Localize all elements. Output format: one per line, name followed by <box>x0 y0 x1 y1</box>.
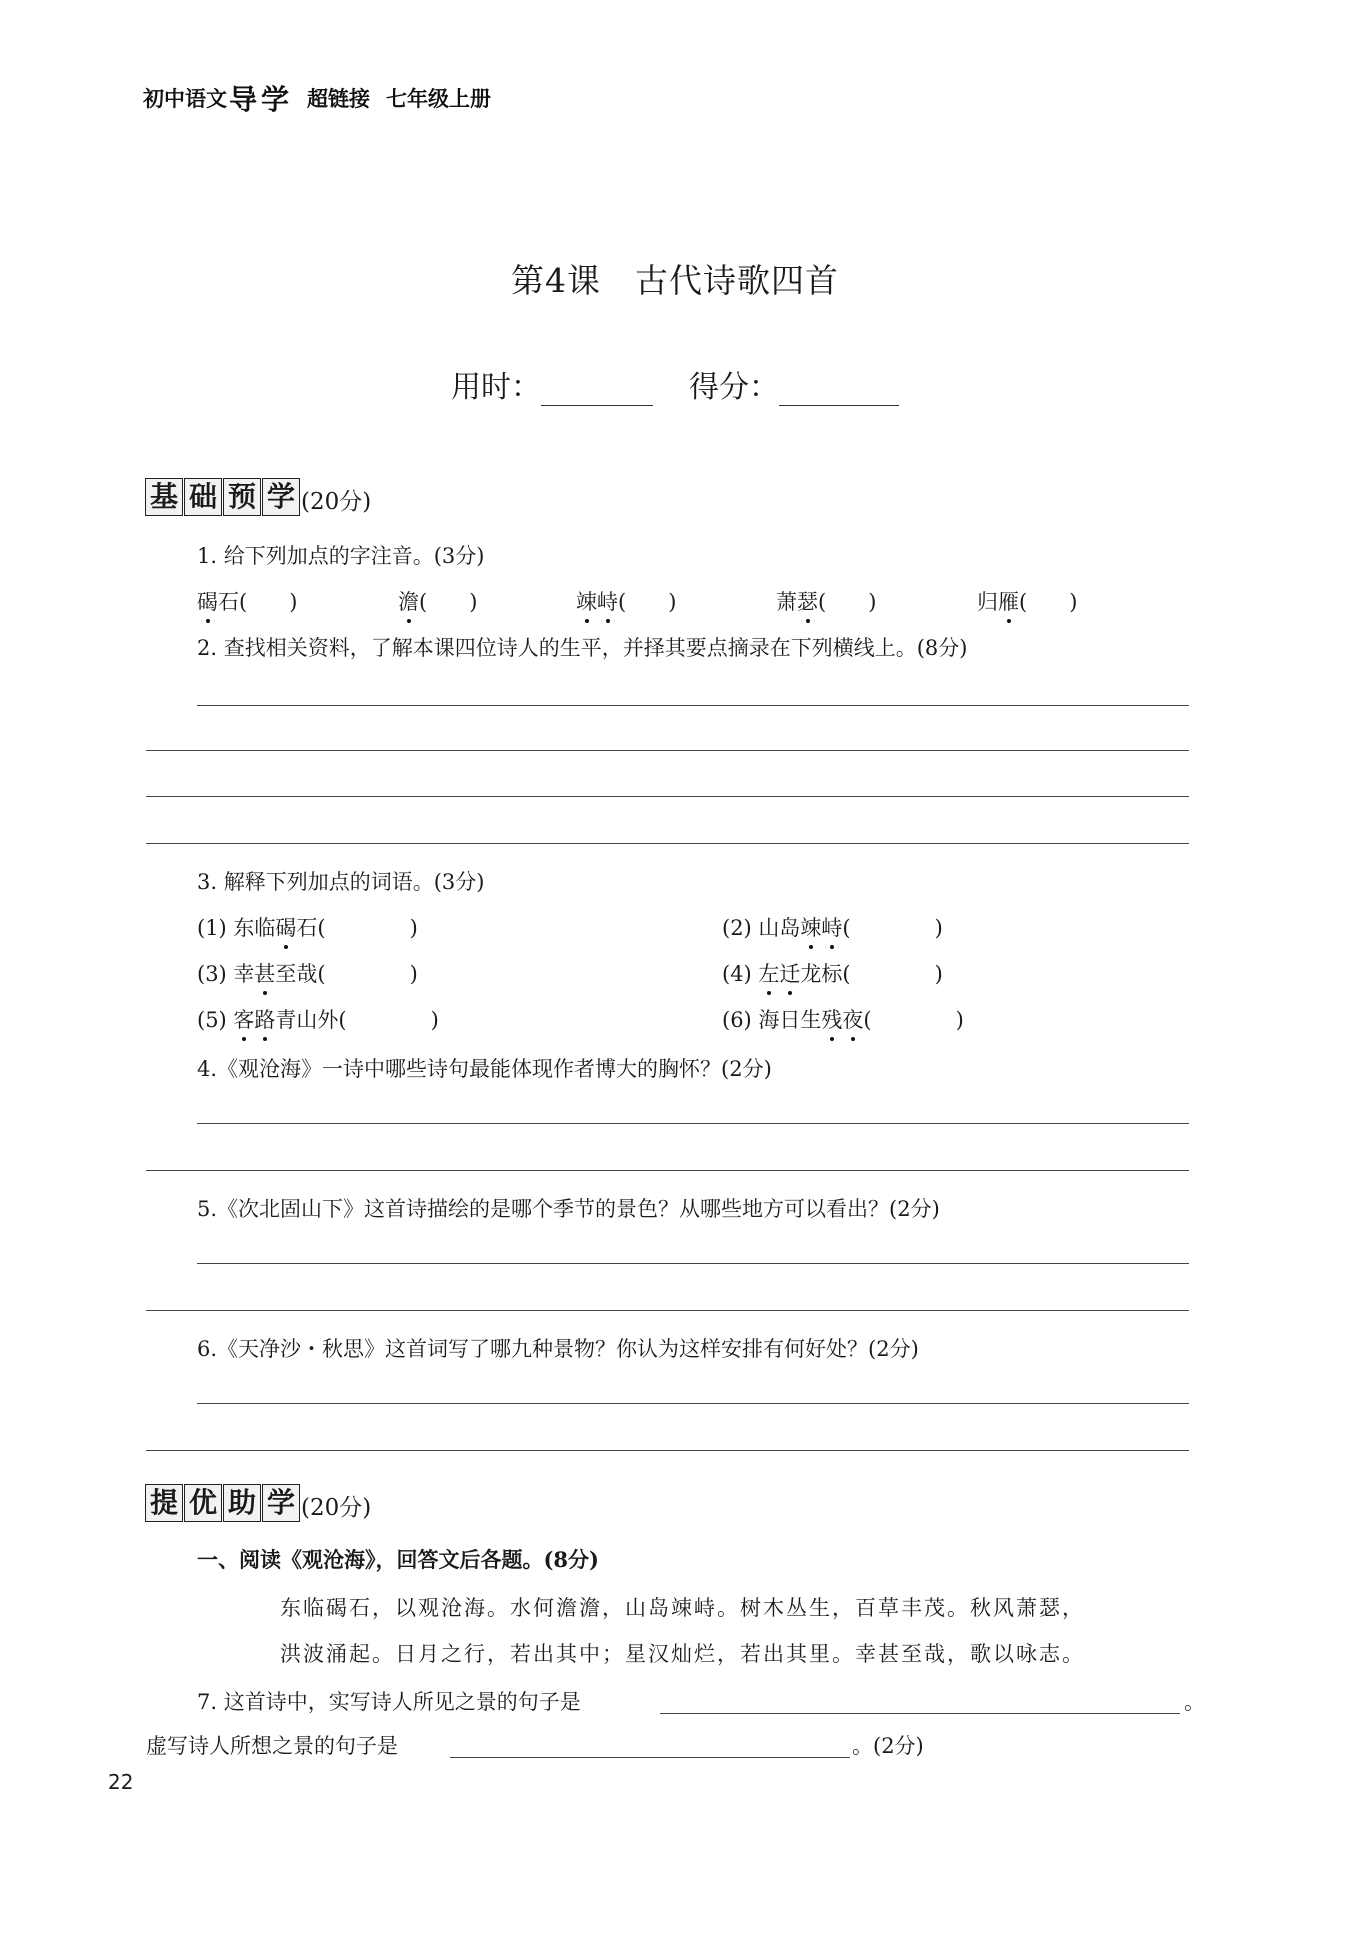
question-3: 3. 解释下列加点的词语。(3分) <box>197 870 485 894</box>
poem-line-2: 洪波涌起。日月之行，若出其中；星汉灿烂，若出其里。幸甚至哉，歌以咏志。 <box>280 1642 1085 1666</box>
q3-item-5: (5) 客路青山外( ) <box>197 1004 439 1034</box>
section-basic-heading <box>145 478 371 516</box>
poem-line-1: 东临碣石，以观沧海。水何澹澹，山岛竦峙。树木丛生，百草丰茂。秋风萧瑟， <box>280 1596 1085 1620</box>
header-grade: 七年级上册 <box>386 87 492 111</box>
section-advanced-char: 提 <box>145 1484 183 1522</box>
answer-line[interactable] <box>197 1403 1189 1404</box>
section-basic-char: 基 <box>145 478 183 516</box>
question-7-a: 7. 这首诗中，实写诗人所见之景的句子是 <box>197 1690 581 1714</box>
lesson-name: 古代诗歌四首 <box>635 261 839 300</box>
question-7-c: 虚写诗人所想之景的句子是 <box>146 1734 398 1758</box>
reading-part-1: 一、阅读《观沧海》，回答文后各题。(8分) <box>197 1547 599 1572</box>
lesson-number: 第4课 <box>511 261 601 300</box>
q1-item-2: 澹( ) <box>398 586 477 616</box>
q1-item-1: 碣石( ) <box>197 586 297 616</box>
question-6: 6.《天净沙・秋思》这首词写了哪九种景物？你认为这样安排有何好处？(2分) <box>197 1337 919 1361</box>
question-1: 1. 给下列加点的字注音。(3分) <box>197 544 485 568</box>
score-line <box>0 362 1350 406</box>
score-blank[interactable] <box>779 375 899 406</box>
answer-line[interactable] <box>197 1263 1189 1264</box>
section-basic-char: 预 <box>223 478 261 516</box>
header-series: 初中语文 <box>143 87 227 111</box>
q3-item-6: (6) 海日生残夜( ) <box>722 1004 964 1034</box>
q3-item-2: (2) 山岛竦峙( ) <box>722 912 943 942</box>
q3-item-3: (3) 幸甚至哉( ) <box>197 958 418 988</box>
question-4: 4.《观沧海》一诗中哪些诗句最能体现作者博大的胸怀？(2分) <box>197 1057 772 1081</box>
question-7-d: 。(2分) <box>852 1734 924 1758</box>
answer-line[interactable] <box>146 796 1189 797</box>
section-advanced-title <box>145 1484 301 1522</box>
q1-item-5: 归雁( ) <box>977 586 1077 616</box>
q1-item-3: 竦峙( ) <box>576 586 676 616</box>
section-advanced-char: 优 <box>184 1484 222 1522</box>
question-5: 5.《次北固山下》这首诗描绘的是哪个季节的景色？从哪些地方可以看出？(2分) <box>197 1197 940 1221</box>
book-header <box>143 78 491 118</box>
section-basic-char: 础 <box>184 478 222 516</box>
section-basic-title <box>145 478 301 516</box>
answer-line[interactable] <box>450 1757 850 1758</box>
time-label: 用时： <box>451 370 541 405</box>
lesson-title <box>0 255 1350 302</box>
header-dao: 导 <box>229 83 258 116</box>
q1-item-4: 萧瑟( ) <box>776 586 876 616</box>
answer-line[interactable] <box>197 705 1189 706</box>
score-label: 得分： <box>689 370 779 405</box>
question-7-b: 。 <box>1184 1690 1205 1714</box>
answer-line[interactable] <box>146 1450 1189 1451</box>
answer-line[interactable] <box>146 750 1189 751</box>
section-advanced-char: 学 <box>262 1484 300 1522</box>
answer-line[interactable] <box>146 1170 1189 1171</box>
answer-line[interactable] <box>660 1713 1180 1714</box>
time-blank[interactable] <box>541 375 653 406</box>
header-xue: 学 <box>261 83 290 116</box>
section-advanced-heading <box>145 1484 371 1522</box>
question-2: 2. 查找相关资料，了解本课四位诗人的生平，并择其要点摘录在下列横线上。(8分) <box>197 636 968 660</box>
answer-line[interactable] <box>146 843 1189 844</box>
q3-item-4: (4) 左迁龙标( ) <box>722 958 943 988</box>
answer-line[interactable] <box>146 1310 1189 1311</box>
section-advanced-points: (20分) <box>301 1495 372 1521</box>
answer-line[interactable] <box>197 1123 1189 1124</box>
section-basic-points: (20分) <box>301 489 372 515</box>
q3-item-1: (1) 东临碣石( ) <box>197 912 418 942</box>
header-link: 超链接 <box>307 87 371 111</box>
section-basic-char: 学 <box>262 478 300 516</box>
section-advanced-char: 助 <box>223 1484 261 1522</box>
page-number: 22 <box>108 1770 134 1794</box>
